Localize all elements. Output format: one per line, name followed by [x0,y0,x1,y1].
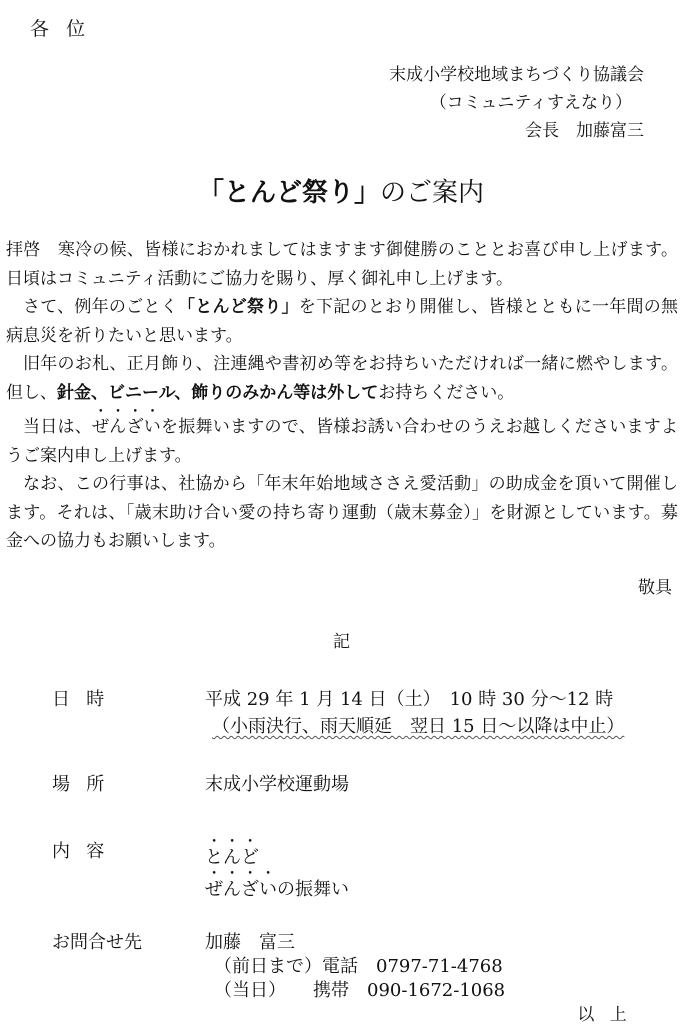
paragraph-text: 旧年のお札、正月飾り、注連縄や書初め等をお持ちいただければ一緒に燃やします。但し、 [6,354,678,403]
sender-chair: 会長 加藤富三 [525,121,644,141]
paragraph-zenzai [6,407,678,470]
content-tondo: とんど [205,847,259,868]
page-title [0,172,682,209]
content-label: 内容 [52,841,121,862]
paragraph-items [6,350,678,407]
contact-label: お問合せ先 [52,932,142,953]
content-zenzai-suffix: の振舞い [277,879,349,900]
date-label: 日時 [52,689,121,710]
sender-organization-sub: （コミュニティすえなり） [429,93,632,113]
paragraph-greeting: 拝啓 寒冷の候、皆様におかれましてはますます御健勝のこととお喜び申し上げます。日頃はコミュニティ活動にご協力を賜り、厚く御礼申し上げます。 [6,240,678,289]
contact-phone: （前日まで）電話 0797-71-4768 [214,956,503,977]
content-zenzai-word: ぜんざい [205,879,277,900]
contact-mobile: （当日） 携帯 090-1672-1068 [214,980,506,1001]
closing-keigu: 敬具 [638,578,672,598]
sender-organization: 末成小学校地域まちづくり協議会 [389,65,644,85]
paragraph-funding: なお、この行事は、社協から「年末年始地域ささえ愛活動」の助成金を頂いて開催します。それは、「歳末助け合い愛の持ち寄り運動（歳末募金）」を財源としています。募金への協力もお願いします。 [6,474,678,551]
paragraph-text: さて、例年のごとく [23,297,178,317]
date-note: （小雨決行、雨天順延 翌日 15 日～以降は中止） [212,716,625,737]
date-value: 平成 29 年 1 月 14 日（土） 10 時 30 分～12 時 [205,689,614,710]
title-event-name: 「とんど祭り」 [197,178,380,208]
remove-items-notice: 針金、ビニール、飾りのみかん等は外して [57,382,379,403]
contact-name: 加藤 富三 [205,932,295,953]
paragraph-text: 当日は、 [23,417,93,437]
title-suffix: のご案内 [380,178,485,208]
zenzai-emphasis: ぜんざい [92,417,162,437]
content-zenzai [205,869,349,901]
paragraph-event [6,293,678,350]
ki-heading: 記 [333,632,350,652]
letter-body [6,236,678,556]
paragraph-text: を下記のとおり開催し、皆様とともに一年間の無病息災を祈りたいと思います。 [6,297,678,346]
paragraph-text: を振舞いますので、皆様お誘い合わせのうえお越しくださいますようご案内申し上げます。 [6,417,679,466]
addressee: 各位 [30,18,103,40]
event-name-bold: 「とんど祭り」 [177,297,299,317]
place-value: 末成小学校運動場 [205,774,349,795]
paragraph-text: お持ちください。 [378,382,515,403]
end-ijo: 以上 [577,1005,642,1025]
place-label: 場所 [52,774,121,795]
